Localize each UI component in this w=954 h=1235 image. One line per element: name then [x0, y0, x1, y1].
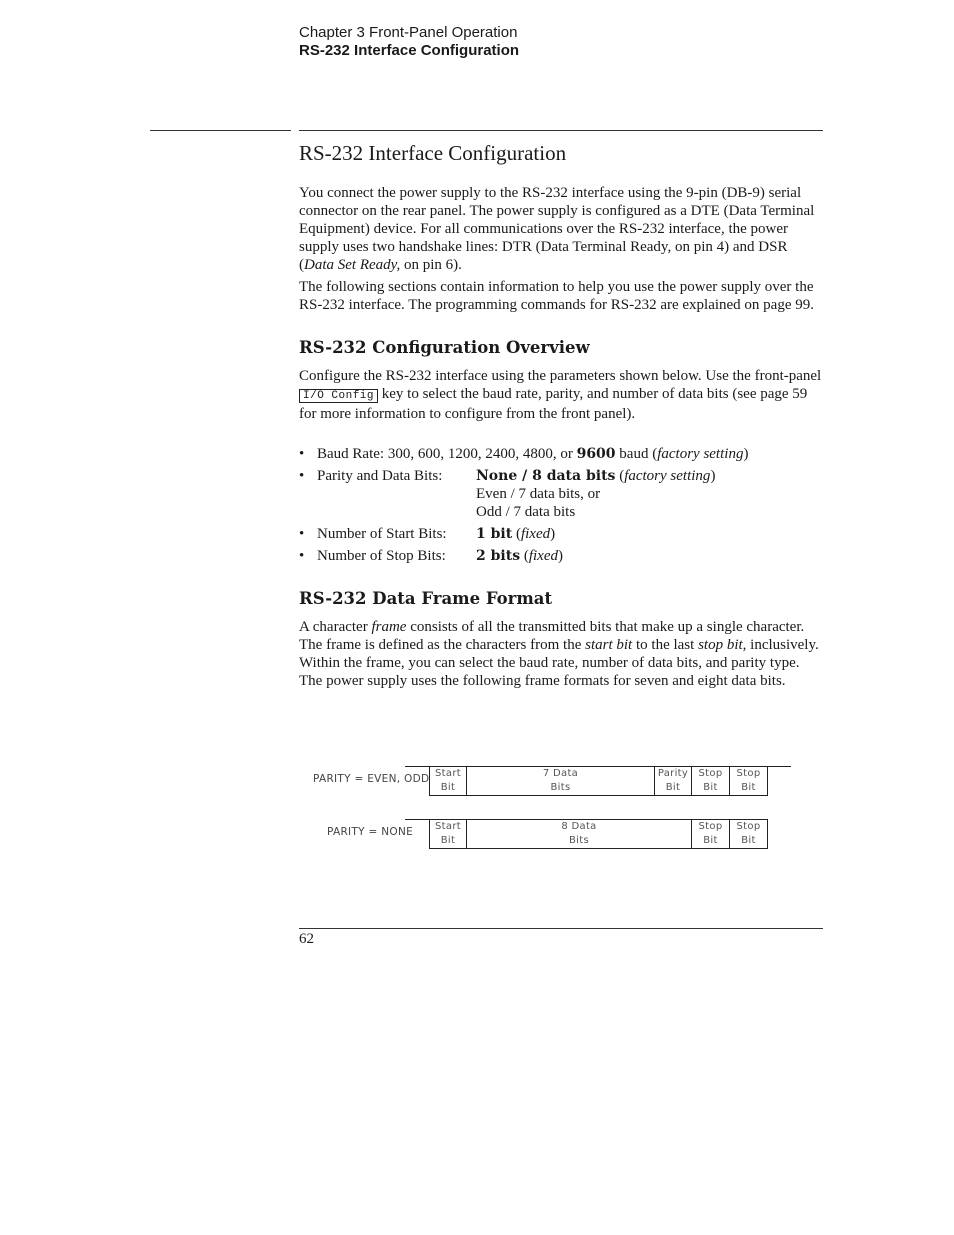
frame-text-d: inclusively. Within the frame, you can select the baud rate, number of data bits, and parity type. The power supply uses the following frame formats for seven and eight data bits.	[299, 637, 819, 689]
frame-format-paragraph	[299, 618, 823, 690]
list-item	[299, 467, 823, 521]
parity-option-even: Even / 7 data bits, or	[476, 486, 601, 502]
list-item	[299, 547, 823, 565]
overview-text-a: Configure the RS-232 interface using the parameters shown below. Use the front-panel	[299, 368, 822, 384]
paren: )	[550, 526, 556, 542]
parity-option-odd: Odd / 7 data bits	[476, 504, 576, 520]
idle-line	[405, 819, 430, 820]
frame-row-parity	[429, 766, 768, 796]
stop-bit-cell: Stop Bit	[736, 768, 761, 793]
data-bits-cell: 7 Data Bits	[467, 767, 655, 795]
parity-even-odd-label: PARITY = EVEN, ODD	[313, 773, 430, 785]
idle-line	[765, 766, 791, 767]
parity-default: None / 8 data bits	[476, 468, 616, 484]
data-bits-cell: 8 Data Bits	[467, 820, 692, 848]
fixed-note: fixed	[528, 548, 558, 564]
frame-text-c: to the last	[632, 637, 699, 653]
page-title: RS-232 Interface Configuration	[299, 141, 567, 165]
list-item	[299, 445, 823, 463]
start-bits-count: 1 bit	[476, 526, 513, 542]
header-rule-left	[150, 130, 291, 131]
bullet: •	[299, 526, 305, 542]
paren: )	[743, 446, 749, 462]
parameter-list	[299, 445, 823, 565]
stop-bit-cell: Stop Bit	[692, 767, 730, 795]
frame-format-heading: RS-232 Data Frame Format	[299, 589, 553, 608]
fixed-note: fixed	[520, 526, 551, 542]
intro-paragraph-2: The following sections contain information to help you use the power supply over the RS-232 interface. The programming commands for RS-232 are explained on page 99.	[299, 279, 815, 313]
chapter-title: Chapter 3 Front-Panel Operation	[299, 24, 518, 41]
frame-text-a: A character	[299, 619, 372, 635]
parity-values	[476, 467, 823, 521]
page-number: 62	[299, 931, 314, 947]
list-item	[299, 525, 823, 543]
stop-bits-label: Number of Stop Bits:	[317, 548, 446, 564]
overview-heading: RS-232 Configuration Overview	[299, 338, 590, 357]
footer-rule	[299, 928, 823, 929]
intro-paragraph-1	[299, 184, 823, 274]
frame-emphasis-stop-bit: stop bit,	[698, 637, 747, 653]
parity-note: factory setting	[624, 468, 711, 484]
baud-unit: baud (	[615, 446, 658, 462]
stop-bits-value	[476, 547, 823, 565]
overview-paragraph	[299, 367, 823, 423]
intro-text-a: You connect the power supply to the RS-232 interface using the 9-pin (DB-9) serial connector on the rear panel. The power supply is configured as a DTE (Data Terminal Equipment) device. For all communications over the RS-232 interface, the power supply uses two handshake lines: DTR (Data Terminal Ready, on pin 4) and DSR (	[299, 185, 815, 273]
bullet: •	[299, 468, 305, 484]
start-bits-value	[476, 525, 823, 543]
paren: )	[710, 468, 716, 484]
idle-line	[405, 766, 430, 767]
intro-emphasis: Data Set Ready,	[304, 257, 401, 273]
start-bit-cell: Start Bit	[430, 767, 467, 795]
overview-text-b: key to select the baud rate, parity, and number of data bits (see page 59 for more information to configure from the front panel).	[299, 386, 808, 422]
stop-bit-cell: Stop Bit	[692, 820, 730, 848]
frame-text-b: consists of all the transmitted bits that make up a single character. The frame is defined as the characters from the	[299, 619, 805, 653]
header-rule-right	[299, 130, 823, 131]
intro-text-b: on pin 6).	[400, 257, 462, 273]
main-content	[299, 140, 823, 690]
start-bit-cell: Start Bit	[430, 820, 467, 848]
baud-default: 9600	[576, 446, 616, 462]
parity-none-label: PARITY = NONE	[327, 826, 414, 838]
stop-bit-cell: Stop Bit	[736, 821, 761, 846]
paren: (	[615, 468, 625, 484]
io-config-key: I/O Config	[299, 389, 378, 403]
bullet: •	[299, 446, 305, 462]
baud-label: Baud Rate: 300, 600, 1200, 2400, 4800, or	[317, 446, 577, 462]
start-bits-label: Number of Start Bits:	[317, 526, 447, 542]
baud-note: factory setting	[657, 446, 744, 462]
frame-row-no-parity	[429, 819, 768, 849]
paren: (	[512, 526, 521, 542]
frame-emphasis-start-bit: start bit	[585, 637, 633, 653]
parity-label: Parity and Data Bits:	[317, 468, 443, 484]
parity-bit-cell: Parity Bit	[655, 767, 692, 795]
running-header	[299, 24, 519, 60]
bullet: •	[299, 548, 305, 564]
frame-format-diagram	[299, 760, 819, 860]
section-title: RS-232 Interface Configuration	[299, 42, 520, 59]
paren: (	[520, 548, 529, 564]
stop-bits-count: 2 bits	[476, 548, 521, 564]
paren: )	[557, 548, 563, 564]
frame-emphasis-frame: frame	[371, 619, 407, 635]
